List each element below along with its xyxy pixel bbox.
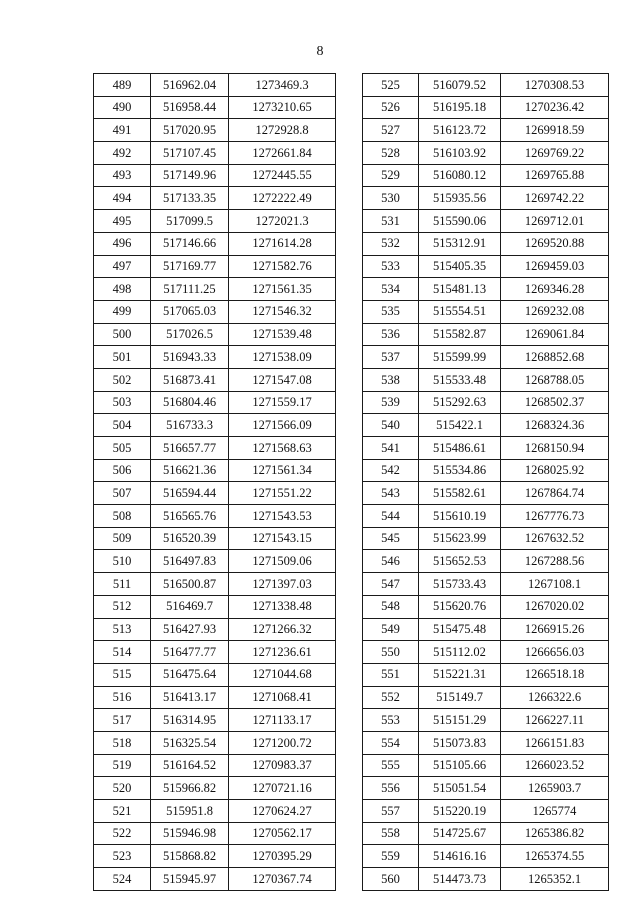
point-number-cell: 503 [94, 391, 151, 414]
point-number-cell: 545 [363, 527, 419, 550]
table-row [363, 142, 609, 165]
table-row [363, 210, 609, 233]
y-coordinate-cell: 1271543.15 [229, 527, 336, 550]
y-coordinate-cell: 1272928.8 [229, 119, 336, 142]
x-coordinate-cell: 515966.82 [151, 777, 229, 800]
x-coordinate-cell: 515946.98 [151, 822, 229, 845]
x-coordinate-cell: 515652.53 [419, 550, 501, 573]
y-coordinate-cell: 1270236.42 [501, 96, 609, 119]
point-number-cell: 532 [363, 232, 419, 255]
x-coordinate-cell: 515220.19 [419, 800, 501, 823]
point-number-cell: 502 [94, 368, 151, 391]
point-number-cell: 542 [363, 459, 419, 482]
table-row [363, 96, 609, 119]
table-row [94, 391, 336, 414]
table-row [94, 754, 336, 777]
y-coordinate-cell: 1269765.88 [501, 164, 609, 187]
y-coordinate-cell: 1265774 [501, 800, 609, 823]
y-coordinate-cell: 1272021.3 [229, 210, 336, 233]
table-row [363, 391, 609, 414]
x-coordinate-cell: 516123.72 [419, 119, 501, 142]
x-coordinate-cell: 516500.87 [151, 573, 229, 596]
x-coordinate-cell: 515599.99 [419, 346, 501, 369]
point-number-cell: 518 [94, 731, 151, 754]
x-coordinate-cell: 515292.63 [419, 391, 501, 414]
x-coordinate-cell: 517026.5 [151, 323, 229, 346]
point-number-cell: 498 [94, 278, 151, 301]
table-body [363, 74, 609, 891]
x-coordinate-cell: 517169.77 [151, 255, 229, 278]
y-coordinate-cell: 1271539.48 [229, 323, 336, 346]
table-row [363, 187, 609, 210]
x-coordinate-cell: 517146.66 [151, 232, 229, 255]
point-number-cell: 540 [363, 414, 419, 437]
x-coordinate-cell: 516594.44 [151, 482, 229, 505]
table-row [94, 459, 336, 482]
point-number-cell: 522 [94, 822, 151, 845]
y-coordinate-cell: 1269769.22 [501, 142, 609, 165]
x-coordinate-cell: 517111.25 [151, 278, 229, 301]
point-number-cell: 552 [363, 686, 419, 709]
table-body [94, 74, 336, 891]
table-row [94, 164, 336, 187]
x-coordinate-cell: 515221.31 [419, 663, 501, 686]
y-coordinate-cell: 1269346.28 [501, 278, 609, 301]
table-row [94, 618, 336, 641]
x-coordinate-cell: 516477.77 [151, 641, 229, 664]
x-coordinate-cell: 516520.39 [151, 527, 229, 550]
point-number-cell: 507 [94, 482, 151, 505]
x-coordinate-cell: 516325.54 [151, 731, 229, 754]
table-row [94, 777, 336, 800]
y-coordinate-cell: 1271547.08 [229, 368, 336, 391]
x-coordinate-cell: 516733.3 [151, 414, 229, 437]
table-row [363, 754, 609, 777]
x-coordinate-cell: 517133.35 [151, 187, 229, 210]
x-coordinate-cell: 515868.82 [151, 845, 229, 868]
y-coordinate-cell: 1266023.52 [501, 754, 609, 777]
y-coordinate-cell: 1266518.18 [501, 663, 609, 686]
point-number-cell: 526 [363, 96, 419, 119]
x-coordinate-cell: 516103.92 [419, 142, 501, 165]
table-row [363, 278, 609, 301]
table-row [94, 641, 336, 664]
point-number-cell: 529 [363, 164, 419, 187]
y-coordinate-cell: 1268502.37 [501, 391, 609, 414]
point-number-cell: 523 [94, 845, 151, 868]
point-number-cell: 496 [94, 232, 151, 255]
point-number-cell: 501 [94, 346, 151, 369]
point-number-cell: 516 [94, 686, 151, 709]
x-coordinate-cell: 517020.95 [151, 119, 229, 142]
point-number-cell: 521 [94, 800, 151, 823]
table-row [363, 164, 609, 187]
y-coordinate-cell: 1269520.88 [501, 232, 609, 255]
point-number-cell: 543 [363, 482, 419, 505]
table-row [94, 482, 336, 505]
point-number-cell: 547 [363, 573, 419, 596]
point-number-cell: 508 [94, 505, 151, 528]
y-coordinate-cell: 1270624.27 [229, 800, 336, 823]
point-number-cell: 554 [363, 731, 419, 754]
y-coordinate-cell: 1268324.36 [501, 414, 609, 437]
table-row [94, 573, 336, 596]
y-coordinate-cell: 1265386.82 [501, 822, 609, 845]
table-row [363, 414, 609, 437]
point-number-cell: 533 [363, 255, 419, 278]
point-number-cell: 537 [363, 346, 419, 369]
y-coordinate-cell: 1270367.74 [229, 868, 336, 891]
table-row [363, 300, 609, 323]
x-coordinate-cell: 515475.48 [419, 618, 501, 641]
x-coordinate-cell: 515534.86 [419, 459, 501, 482]
table-row [94, 187, 336, 210]
x-coordinate-cell: 516080.12 [419, 164, 501, 187]
x-coordinate-cell: 516962.04 [151, 74, 229, 97]
x-coordinate-cell: 517099.5 [151, 210, 229, 233]
y-coordinate-cell: 1271614.28 [229, 232, 336, 255]
y-coordinate-cell: 1271200.72 [229, 731, 336, 754]
x-coordinate-cell: 515554.51 [419, 300, 501, 323]
y-coordinate-cell: 1271338.48 [229, 595, 336, 618]
table-row [363, 459, 609, 482]
table-row [94, 300, 336, 323]
table-row [363, 368, 609, 391]
x-coordinate-cell: 515151.29 [419, 709, 501, 732]
x-coordinate-cell: 516565.76 [151, 505, 229, 528]
point-number-cell: 513 [94, 618, 151, 641]
table-row [363, 74, 609, 97]
y-coordinate-cell: 1271044.68 [229, 663, 336, 686]
table-row [94, 845, 336, 868]
x-coordinate-cell: 516943.33 [151, 346, 229, 369]
y-coordinate-cell: 1271561.34 [229, 459, 336, 482]
y-coordinate-cell: 1271568.63 [229, 437, 336, 460]
point-number-cell: 551 [363, 663, 419, 686]
x-coordinate-cell: 515951.8 [151, 800, 229, 823]
y-coordinate-cell: 1271236.61 [229, 641, 336, 664]
table-row [363, 868, 609, 891]
y-coordinate-cell: 1269712.01 [501, 210, 609, 233]
y-coordinate-cell: 1269232.08 [501, 300, 609, 323]
point-number-cell: 534 [363, 278, 419, 301]
x-coordinate-cell: 516804.46 [151, 391, 229, 414]
y-coordinate-cell: 1271559.17 [229, 391, 336, 414]
x-coordinate-cell: 516958.44 [151, 96, 229, 119]
x-coordinate-cell: 515582.87 [419, 323, 501, 346]
table-row [94, 663, 336, 686]
x-coordinate-cell: 515733.43 [419, 573, 501, 596]
y-coordinate-cell: 1265374.55 [501, 845, 609, 868]
table-row [363, 323, 609, 346]
x-coordinate-cell: 515073.83 [419, 731, 501, 754]
x-coordinate-cell: 516873.41 [151, 368, 229, 391]
y-coordinate-cell: 1271546.32 [229, 300, 336, 323]
y-coordinate-cell: 1266915.26 [501, 618, 609, 641]
table-row [363, 777, 609, 800]
table-row [363, 800, 609, 823]
table-row [94, 800, 336, 823]
x-coordinate-cell: 515422.1 [419, 414, 501, 437]
point-number-cell: 505 [94, 437, 151, 460]
point-number-cell: 493 [94, 164, 151, 187]
table-row [363, 822, 609, 845]
y-coordinate-cell: 1270395.29 [229, 845, 336, 868]
table-row [94, 323, 336, 346]
coordinates-table-right [362, 73, 609, 891]
y-coordinate-cell: 1271397.03 [229, 573, 336, 596]
table-row [94, 731, 336, 754]
y-coordinate-cell: 1271551.22 [229, 482, 336, 505]
y-coordinate-cell: 1271566.09 [229, 414, 336, 437]
table-row [94, 119, 336, 142]
table-row [94, 142, 336, 165]
table-row [363, 255, 609, 278]
y-coordinate-cell: 1273469.3 [229, 74, 336, 97]
x-coordinate-cell: 515620.76 [419, 595, 501, 618]
point-number-cell: 509 [94, 527, 151, 550]
table-row [363, 618, 609, 641]
y-coordinate-cell: 1271068.41 [229, 686, 336, 709]
point-number-cell: 544 [363, 505, 419, 528]
x-coordinate-cell: 515112.02 [419, 641, 501, 664]
point-number-cell: 514 [94, 641, 151, 664]
point-number-cell: 491 [94, 119, 151, 142]
table-row [363, 595, 609, 618]
point-number-cell: 497 [94, 255, 151, 278]
x-coordinate-cell: 516475.64 [151, 663, 229, 686]
point-number-cell: 546 [363, 550, 419, 573]
point-number-cell: 530 [363, 187, 419, 210]
y-coordinate-cell: 1267020.02 [501, 595, 609, 618]
y-coordinate-cell: 1270721.16 [229, 777, 336, 800]
table-row [94, 595, 336, 618]
point-number-cell: 506 [94, 459, 151, 482]
table-row [363, 573, 609, 596]
table-row [94, 210, 336, 233]
point-number-cell: 531 [363, 210, 419, 233]
x-coordinate-cell: 515945.97 [151, 868, 229, 891]
y-coordinate-cell: 1271543.53 [229, 505, 336, 528]
x-coordinate-cell: 517149.96 [151, 164, 229, 187]
point-number-cell: 556 [363, 777, 419, 800]
point-number-cell: 520 [94, 777, 151, 800]
table-row [363, 505, 609, 528]
x-coordinate-cell: 515623.99 [419, 527, 501, 550]
table-row [94, 505, 336, 528]
point-number-cell: 504 [94, 414, 151, 437]
y-coordinate-cell: 1266151.83 [501, 731, 609, 754]
x-coordinate-cell: 516413.17 [151, 686, 229, 709]
table-row [94, 278, 336, 301]
x-coordinate-cell: 516079.52 [419, 74, 501, 97]
point-number-cell: 527 [363, 119, 419, 142]
table-row [363, 686, 609, 709]
x-coordinate-cell: 515533.48 [419, 368, 501, 391]
point-number-cell: 510 [94, 550, 151, 573]
y-coordinate-cell: 1268788.05 [501, 368, 609, 391]
table-row [94, 868, 336, 891]
y-coordinate-cell: 1269742.22 [501, 187, 609, 210]
point-number-cell: 495 [94, 210, 151, 233]
point-number-cell: 524 [94, 868, 151, 891]
y-coordinate-cell: 1270562.17 [229, 822, 336, 845]
table-row [94, 822, 336, 845]
table-row [363, 709, 609, 732]
x-coordinate-cell: 515405.35 [419, 255, 501, 278]
y-coordinate-cell: 1270308.53 [501, 74, 609, 97]
page-number: 8 [316, 44, 324, 59]
x-coordinate-cell: 515105.66 [419, 754, 501, 777]
table-row [94, 232, 336, 255]
table-row [363, 641, 609, 664]
point-number-cell: 494 [94, 187, 151, 210]
y-coordinate-cell: 1271133.17 [229, 709, 336, 732]
table-row [94, 527, 336, 550]
y-coordinate-cell: 1271509.06 [229, 550, 336, 573]
table-row [94, 255, 336, 278]
x-coordinate-cell: 515149.7 [419, 686, 501, 709]
x-coordinate-cell: 516195.18 [419, 96, 501, 119]
x-coordinate-cell: 515481.13 [419, 278, 501, 301]
y-coordinate-cell: 1272445.55 [229, 164, 336, 187]
x-coordinate-cell: 516427.93 [151, 618, 229, 641]
y-coordinate-cell: 1265903.7 [501, 777, 609, 800]
x-coordinate-cell: 515486.61 [419, 437, 501, 460]
y-coordinate-cell: 1271538.09 [229, 346, 336, 369]
point-number-cell: 558 [363, 822, 419, 845]
y-coordinate-cell: 1271561.35 [229, 278, 336, 301]
x-coordinate-cell: 516164.52 [151, 754, 229, 777]
point-number-cell: 515 [94, 663, 151, 686]
y-coordinate-cell: 1271266.32 [229, 618, 336, 641]
x-coordinate-cell: 514473.73 [419, 868, 501, 891]
x-coordinate-cell: 517065.03 [151, 300, 229, 323]
table-row [363, 731, 609, 754]
table-row [363, 482, 609, 505]
table-row [363, 437, 609, 460]
table-row [94, 437, 336, 460]
point-number-cell: 489 [94, 74, 151, 97]
point-number-cell: 549 [363, 618, 419, 641]
table-row [363, 845, 609, 868]
y-coordinate-cell: 1272661.84 [229, 142, 336, 165]
point-number-cell: 548 [363, 595, 419, 618]
x-coordinate-cell: 516657.77 [151, 437, 229, 460]
point-number-cell: 492 [94, 142, 151, 165]
x-coordinate-cell: 516314.95 [151, 709, 229, 732]
y-coordinate-cell: 1267288.56 [501, 550, 609, 573]
point-number-cell: 535 [363, 300, 419, 323]
table-row [94, 368, 336, 391]
y-coordinate-cell: 1270983.37 [229, 754, 336, 777]
point-number-cell: 528 [363, 142, 419, 165]
table-row [363, 232, 609, 255]
table-row [363, 663, 609, 686]
y-coordinate-cell: 1271582.76 [229, 255, 336, 278]
point-number-cell: 553 [363, 709, 419, 732]
point-number-cell: 559 [363, 845, 419, 868]
y-coordinate-cell: 1269061.84 [501, 323, 609, 346]
y-coordinate-cell: 1268025.92 [501, 459, 609, 482]
point-number-cell: 536 [363, 323, 419, 346]
y-coordinate-cell: 1272222.49 [229, 187, 336, 210]
table-row [363, 119, 609, 142]
y-coordinate-cell: 1265352.1 [501, 868, 609, 891]
point-number-cell: 500 [94, 323, 151, 346]
x-coordinate-cell: 514616.16 [419, 845, 501, 868]
y-coordinate-cell: 1266227.11 [501, 709, 609, 732]
point-number-cell: 499 [94, 300, 151, 323]
table-row [94, 74, 336, 97]
point-number-cell: 541 [363, 437, 419, 460]
point-number-cell: 555 [363, 754, 419, 777]
x-coordinate-cell: 515610.19 [419, 505, 501, 528]
point-number-cell: 560 [363, 868, 419, 891]
point-number-cell: 539 [363, 391, 419, 414]
x-coordinate-cell: 514725.67 [419, 822, 501, 845]
y-coordinate-cell: 1268852.68 [501, 346, 609, 369]
point-number-cell: 517 [94, 709, 151, 732]
x-coordinate-cell: 515582.61 [419, 482, 501, 505]
y-coordinate-cell: 1266656.03 [501, 641, 609, 664]
x-coordinate-cell: 515590.06 [419, 210, 501, 233]
y-coordinate-cell: 1267632.52 [501, 527, 609, 550]
y-coordinate-cell: 1273210.65 [229, 96, 336, 119]
point-number-cell: 511 [94, 573, 151, 596]
x-coordinate-cell: 515312.91 [419, 232, 501, 255]
table-row [94, 346, 336, 369]
table-row [94, 550, 336, 573]
table-row [94, 96, 336, 119]
y-coordinate-cell: 1267108.1 [501, 573, 609, 596]
point-number-cell: 550 [363, 641, 419, 664]
y-coordinate-cell: 1269459.03 [501, 255, 609, 278]
table-row [94, 414, 336, 437]
point-number-cell: 512 [94, 595, 151, 618]
y-coordinate-cell: 1266322.6 [501, 686, 609, 709]
x-coordinate-cell: 516621.36 [151, 459, 229, 482]
point-number-cell: 519 [94, 754, 151, 777]
x-coordinate-cell: 516469.7 [151, 595, 229, 618]
point-number-cell: 525 [363, 74, 419, 97]
table-row [363, 550, 609, 573]
x-coordinate-cell: 515935.56 [419, 187, 501, 210]
y-coordinate-cell: 1268150.94 [501, 437, 609, 460]
point-number-cell: 557 [363, 800, 419, 823]
point-number-cell: 490 [94, 96, 151, 119]
x-coordinate-cell: 517107.45 [151, 142, 229, 165]
coordinates-table-left [93, 73, 336, 891]
y-coordinate-cell: 1269918.59 [501, 119, 609, 142]
y-coordinate-cell: 1267776.73 [501, 505, 609, 528]
y-coordinate-cell: 1267864.74 [501, 482, 609, 505]
table-row [94, 709, 336, 732]
table-row [363, 346, 609, 369]
x-coordinate-cell: 515051.54 [419, 777, 501, 800]
point-number-cell: 538 [363, 368, 419, 391]
table-row [94, 686, 336, 709]
table-row [363, 527, 609, 550]
x-coordinate-cell: 516497.83 [151, 550, 229, 573]
